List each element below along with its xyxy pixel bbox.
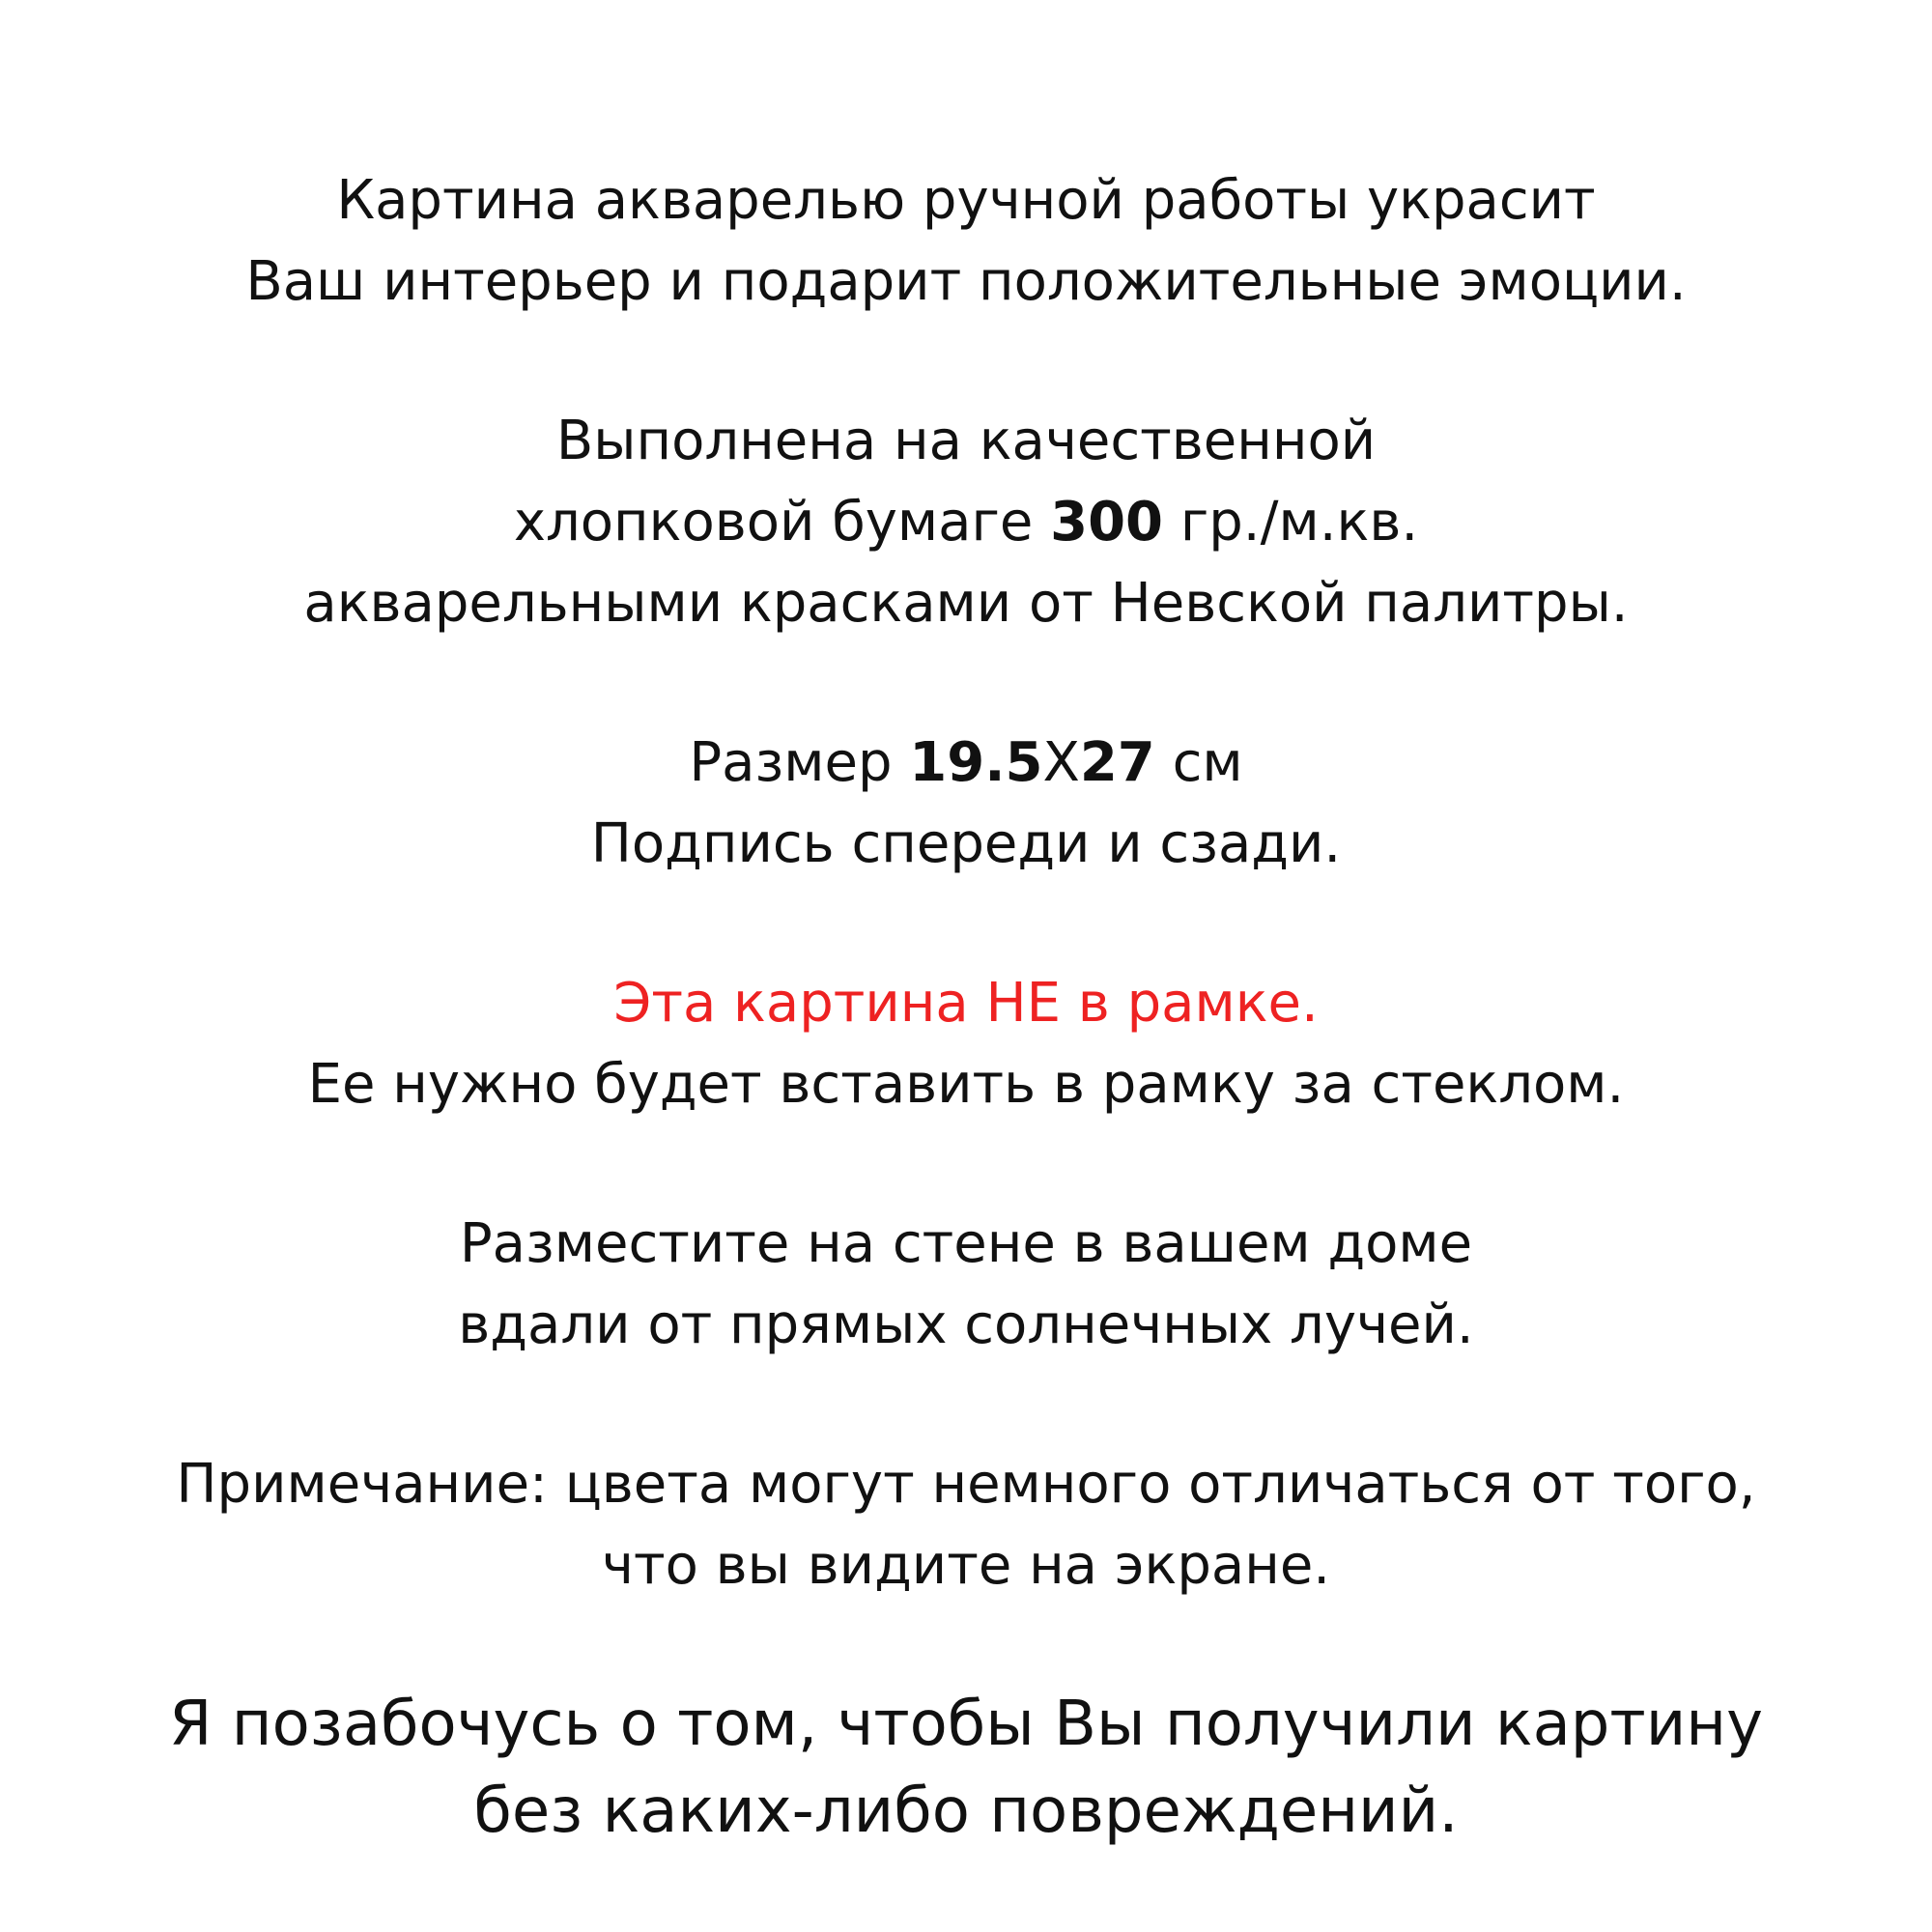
- materials-line-2: [0, 482, 1932, 563]
- size-unit: см: [1154, 731, 1243, 794]
- size-height: 27: [1079, 731, 1155, 794]
- closing-line-1: Я позабочусь о том, чтобы Вы получили картину: [168, 1689, 1764, 1760]
- materials-paper-label: хлопковой бумаге: [513, 491, 1051, 554]
- signature-note: Подпись спереди и сзади.: [590, 812, 1342, 875]
- size-label: Размер: [689, 731, 910, 794]
- intro-line-1: Картина акварелью ручной работы украсит: [336, 169, 1596, 232]
- size-line: [0, 723, 1932, 804]
- placement-line-2: вдали от прямых солнечных лучей.: [458, 1293, 1474, 1356]
- size-separator: X: [1042, 731, 1080, 794]
- paper-density-value: 300: [1050, 491, 1164, 554]
- disclaimer-line-1: Примечание: цвета могут немного отличаться от того,: [176, 1453, 1756, 1516]
- paper-density-unit: гр./м.кв.: [1163, 491, 1419, 554]
- closing-line-2: без каких-либо повреждений.: [473, 1776, 1459, 1847]
- disclaimer-line-2: что вы видите на экране.: [601, 1534, 1331, 1597]
- materials-line-3: акварельными красками от Невской палитры.: [303, 572, 1629, 635]
- frame-warning: Эта картина НЕ в рамке.: [613, 972, 1319, 1035]
- frame-note: Ее нужно будет вставить в рамку за стеклом.: [307, 1053, 1625, 1116]
- size-width: 19.5: [909, 731, 1043, 794]
- placement-line-1: Разместите на стене в вашем доме: [459, 1212, 1473, 1275]
- materials-line-1: Выполнена на качественной: [555, 410, 1377, 472]
- intro-line-2: Ваш интерьер и подарит положительные эмоции.: [245, 250, 1687, 313]
